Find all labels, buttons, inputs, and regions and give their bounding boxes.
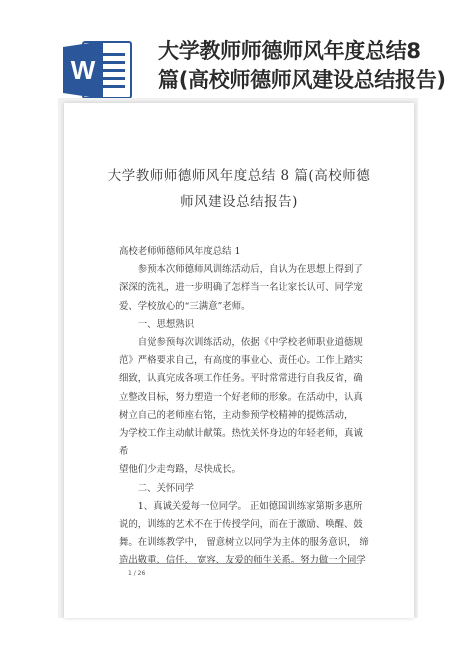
- svg-text:W: W: [70, 55, 96, 85]
- listing-title[interactable]: [158, 37, 458, 95]
- document-body: [119, 243, 369, 571]
- paragraph-line: 望他们少走弯路，尽快成长。: [119, 464, 241, 476]
- paragraph-line: 细致，认真完成各项工作任务。平时常常进行自我反省，确: [119, 373, 363, 385]
- paragraph-line: 自觉参预每次训练活动，依据《中学校老师职业道德规: [137, 337, 363, 349]
- paragraph-line: 舞。在训练教学中， 留意树立以同学为主体的服务意识， 缔: [119, 537, 369, 549]
- subsection-heading: 二、关怀同学: [137, 482, 195, 494]
- paragraph-line: 说的，训练的艺术不在于传授学问，而在于激励、唤醒、鼓: [119, 519, 363, 531]
- paragraph-line: 1、真诚关爱每一位同学。 正如德国训练家第斯多惠所: [137, 500, 363, 512]
- subsection-heading: 一、思想熟识: [137, 318, 195, 330]
- word-document-icon: [63, 39, 133, 101]
- document-title: [64, 163, 414, 215]
- document-title-line-1: 大学教师师德师风年度总结 8 篇(高校师德: [107, 168, 371, 184]
- paragraph-line: 参预本次师德师风训练活动后，自认为在思想上得到了: [137, 264, 363, 276]
- paragraph-line: 范》严格要求自己，有高度的事业心、责任心。工作上踏实: [119, 355, 363, 367]
- paragraph-line: 造出敬重、信任、 宽容、友爱的师生关系。努力做一个同学: [119, 555, 366, 567]
- paragraph-line: 为学校工作主动献计献策。热忱关怀身边的年轻老师，真诚希: [119, 428, 363, 458]
- listing-title-line-2: 篇(高校师德师风建设总结报告): [158, 68, 446, 92]
- paragraph-line: 树立自己的老师座右铭，主动参预学校精神的提炼活动，: [119, 409, 354, 421]
- paragraph-line: 爱、学校放心的“三满意”老师。: [119, 300, 251, 312]
- page-footer-divider: [119, 563, 359, 564]
- page-indicator: 1 / 26: [128, 570, 146, 577]
- document-title-line-2: 师风建设总结报告): [180, 194, 298, 210]
- paragraph-line: 深深的洗礼，进一步明确了怎样当一名让家长认可、同学宠: [119, 282, 363, 294]
- listing-title-line-1: 大学教师师德师风年度总结8: [158, 39, 421, 63]
- document-page-preview[interactable]: [64, 103, 414, 618]
- paragraph-line: 立整改目标，努力塑造一个好老师的形象。在活动中，认真: [119, 391, 363, 403]
- section-heading: 高校老师师德师风年度总结 1: [119, 246, 241, 257]
